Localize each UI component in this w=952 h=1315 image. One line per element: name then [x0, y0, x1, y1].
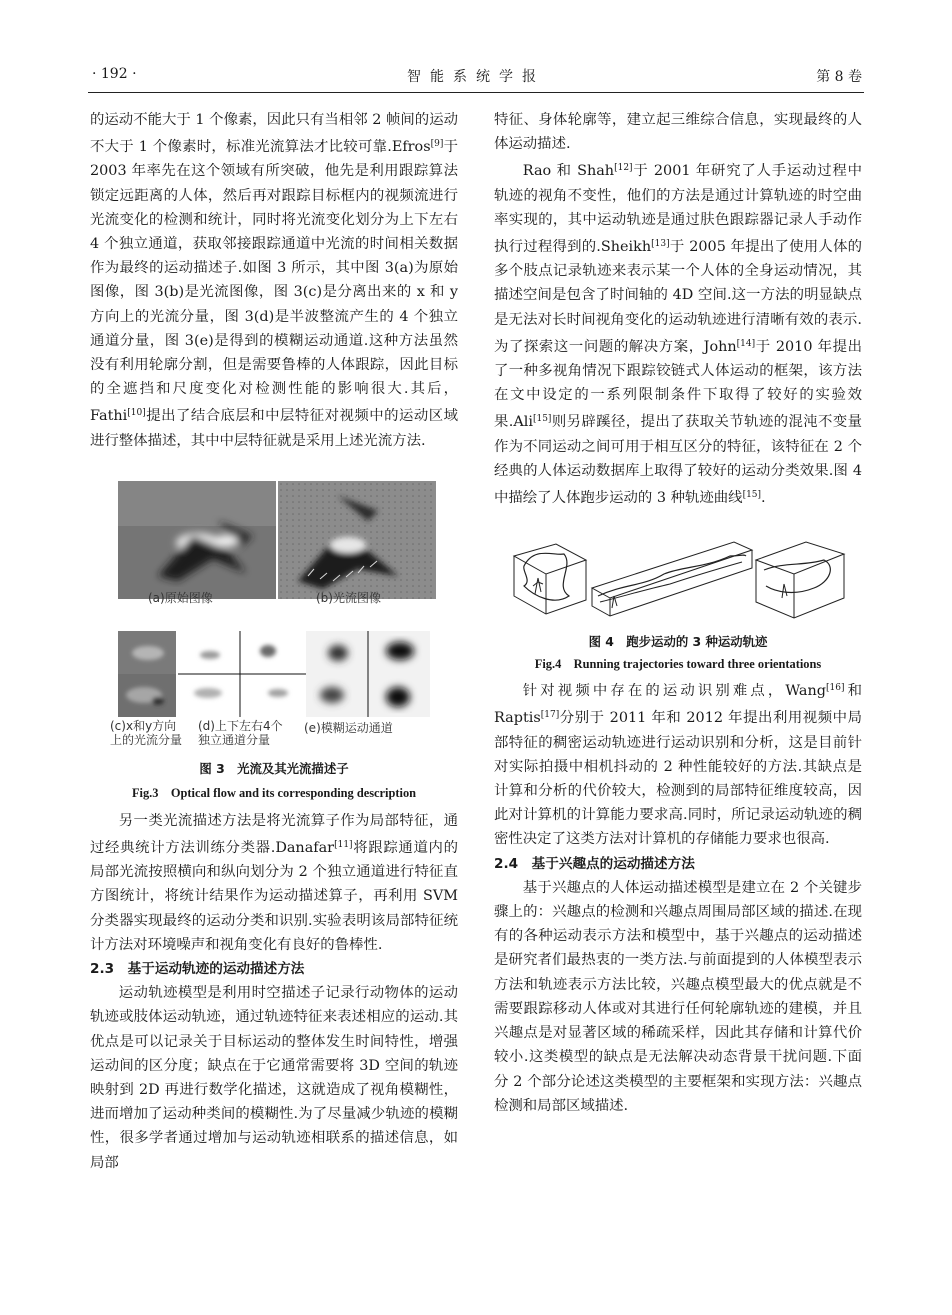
paragraph: 特征、身体轮廓等，建立起三维综合信息，实现最终的人体运动描述. — [494, 112, 862, 153]
paragraph: 运动轨迹模型是利用时空描述子记录行动物体的运动轨迹或肢体运动轨迹，通过轨迹特征来表述相应的运动.其优点是可以记录关于目标运动的整体发生时间特性，增强运动间的区分度；缺点在于它通常需要将 3D 空间的轨迹映射到 2D 再进行数学化描述，这就造成了视角模糊性，进而增加了运动种类间的模糊性.为了尽量减少轨迹的模糊性，很多学者通过增加与运动轨迹相联系的描述信息，如局部 — [90, 985, 458, 1171]
citation: [14] — [736, 338, 756, 349]
paragraph — [494, 676, 862, 851]
subcaption-b: (b)光流图像 — [316, 590, 381, 605]
text: 的运动不能大于 1 个像素，因此只有当相邻 2 帧间的运动不大于 1 个像素时，标准光流算法才比较可靠.Efros — [90, 112, 458, 156]
citation: [15] — [742, 490, 762, 501]
subcaption-d-line2: 独立通道分量 — [198, 732, 271, 747]
text: 于 2003 年率先在这个领域有所突破，他先是利用跟踪算法锁定远距离的人体，然后再对跟踪目标框内的视频流进行光流变化的检测和统计，同时将光流变化划分为上下左右 4 个独立通道，获取邻接跟踪通道中光流的时间相关数据作为最终的运动描述子.如图 3 所示，其中图 3(a)为原始图像，图 3(b)是光流图像，图 3(c)是分离出来的 x 和 y 方向上的光流分量，图 3(d)是半波整流产生的 4 个独立通道分量，图 3(e)是得到的模糊运动通道.这种方法虽然没有利用轮廓分割，但是需要鲁棒的人体跟踪，因此目标的全遮挡和尺度变化对检测性能的影响很大.其后，Fathi — [90, 139, 458, 425]
subcaption-c-line1: (c)x和y方向 — [110, 718, 177, 733]
trajectory-diagram — [494, 526, 862, 626]
citation: [17] — [540, 710, 560, 721]
paragraph — [494, 156, 862, 510]
left-column — [90, 108, 458, 1175]
text: 分别于 2011 年和 2012 年提出利用视频中局部特征的稠密运动轨迹进行运动识别和分析，这是目前针对实际拍摄中相机抖动的 2 种性能较好的方法.其缺点是计算和分析的代价较大，检测到的局部特征维度较高，因此对计算机的计算能力要求高.同时，所记录运动轨迹的稠密性决定了这类方法对计算机的存储能力要求也很高. — [494, 710, 862, 848]
figure-4-caption: 图 4 跑步运动的 3 种运动轨迹 — [588, 634, 768, 650]
figure-3-caption: 图 3 光流及其光流描述子 — [199, 760, 349, 776]
citation: [16] — [826, 683, 845, 694]
right-column — [494, 108, 862, 1118]
text: 则另辟蹊径，提出了获取关节轨迹的混沌不变量作为不同运动之间可用于相互区分的特征，该特征在 2 个经典的人体运动数据库上取得了较好的运动分类效果.图 4 中描绘了人体跑步运动的 3 种轨迹曲线 — [494, 414, 862, 507]
flow-components-grid — [118, 631, 430, 717]
figure-3-caption-en: Fig.3 Optical flow and its corresponding description — [131, 785, 417, 800]
subcaption-d — [198, 719, 283, 747]
citation: [11] — [334, 840, 353, 851]
text: 和 Raptis — [494, 683, 862, 727]
text: 于 2010 年提出了一种多视角情况下跟踪铰链式人体运动的框架，该方法在文中设定的一系列限制条件下取得了较好的实验效果.Ali — [494, 338, 862, 431]
subcaption-e: (e)模糊运动通道 — [304, 720, 393, 735]
header-rule — [88, 92, 864, 93]
subcaption-a: (a)原始图像 — [148, 590, 213, 605]
section-heading-2-4: 2.4 基于兴趣点的运动描述方法 — [494, 855, 695, 872]
text: Rao 和 Shah — [522, 163, 615, 180]
section-heading-2-3: 2.3 基于运动轨迹的运动描述方法 — [90, 961, 305, 978]
volume-label: 第 8 卷 — [816, 69, 862, 85]
subcaption-c-line2: 上的光流分量 — [110, 732, 183, 747]
text: 于 2005 年提出了使用人体的多个肢点记录轨迹来表示某一个人体的全身运动情况，其描述空间是包含了时间轴的 4D 空间.这一方法的明显缺点是无法对长时间视角变化的运动轨迹进行清晰有效的表示.为了探索这一问题的解决方案，John — [494, 239, 862, 355]
text: 提出了结合底层和中层特征对视频中的运动区域进行整体描述，其中中层特征就是采用上述光流方法. — [90, 408, 458, 449]
original-image — [118, 481, 276, 599]
citation: [10] — [127, 408, 146, 419]
subcaption-d-line1: (d)上下左右4个 — [198, 718, 283, 733]
optical-flow-image — [278, 481, 436, 599]
text: 另一类光流描述方法是将光流算子作为局部特征，通过经典统计方法训练分类器.Danafar — [90, 812, 458, 857]
subcaption-c — [110, 719, 182, 747]
text: 针对视频中存在的运动识别难点，Wang — [522, 683, 826, 700]
running-header — [88, 66, 864, 88]
paragraph: 基于兴趣点的人体运动描述模型是建立在 2 个关键步骤上的：兴趣点的检测和兴趣点周围局部区域的描述.在现有的各种运动表示方法和模型中，基于兴趣点的运动描述是研究者们最热衷的一类方法.与前面提到的人体模型表示方法和轨迹表示方法比较，兴趣点模型最大的优点就是不需要跟踪移动人体或对其进行任何轮廓轨迹的建模，并且兴趣点是对显著区域的稀疏采样，因此其存储和计算代价较小.这类模型的缺点是无法解决动态背景干扰问题.下面分 2 个部分论述这类模型的主要框架和实现方法：兴趣点检测和局部区域描述. — [494, 879, 862, 1114]
citation: [12] — [614, 163, 633, 174]
text: 于 2001 年研究了人手运动过程中轨迹的视角不变性，他们的方法是通过计算轨迹的时空曲率实现的，其中运动轨迹是通过肤色跟踪器记录人手动作执行过程得到的.Sheikh — [494, 163, 862, 256]
figure-3 — [90, 463, 458, 855]
text: . — [761, 490, 766, 507]
figure-4 — [494, 526, 862, 676]
journal-title: 智能系统学报 — [407, 69, 545, 85]
paragraph — [90, 108, 458, 453]
text: 将跟踪通道内的局部光流按照横向和纵向划分为 2 个独立通道进行特征直方图统计，将统计结果作为运动描述算子，再利用 SVM 分类器实现最终的运动分类和识别.实验表明该局部特征统计方法对环境噪声和视角变化有良好的鲁棒性. — [90, 840, 458, 953]
page-number: · 192 · — [92, 66, 137, 82]
figure-4-caption-en: Fig.4 Running trajectories toward three orientations — [534, 657, 822, 672]
citation: [9] — [430, 139, 444, 150]
citation: [15] — [532, 414, 552, 425]
citation: [13] — [651, 239, 670, 250]
